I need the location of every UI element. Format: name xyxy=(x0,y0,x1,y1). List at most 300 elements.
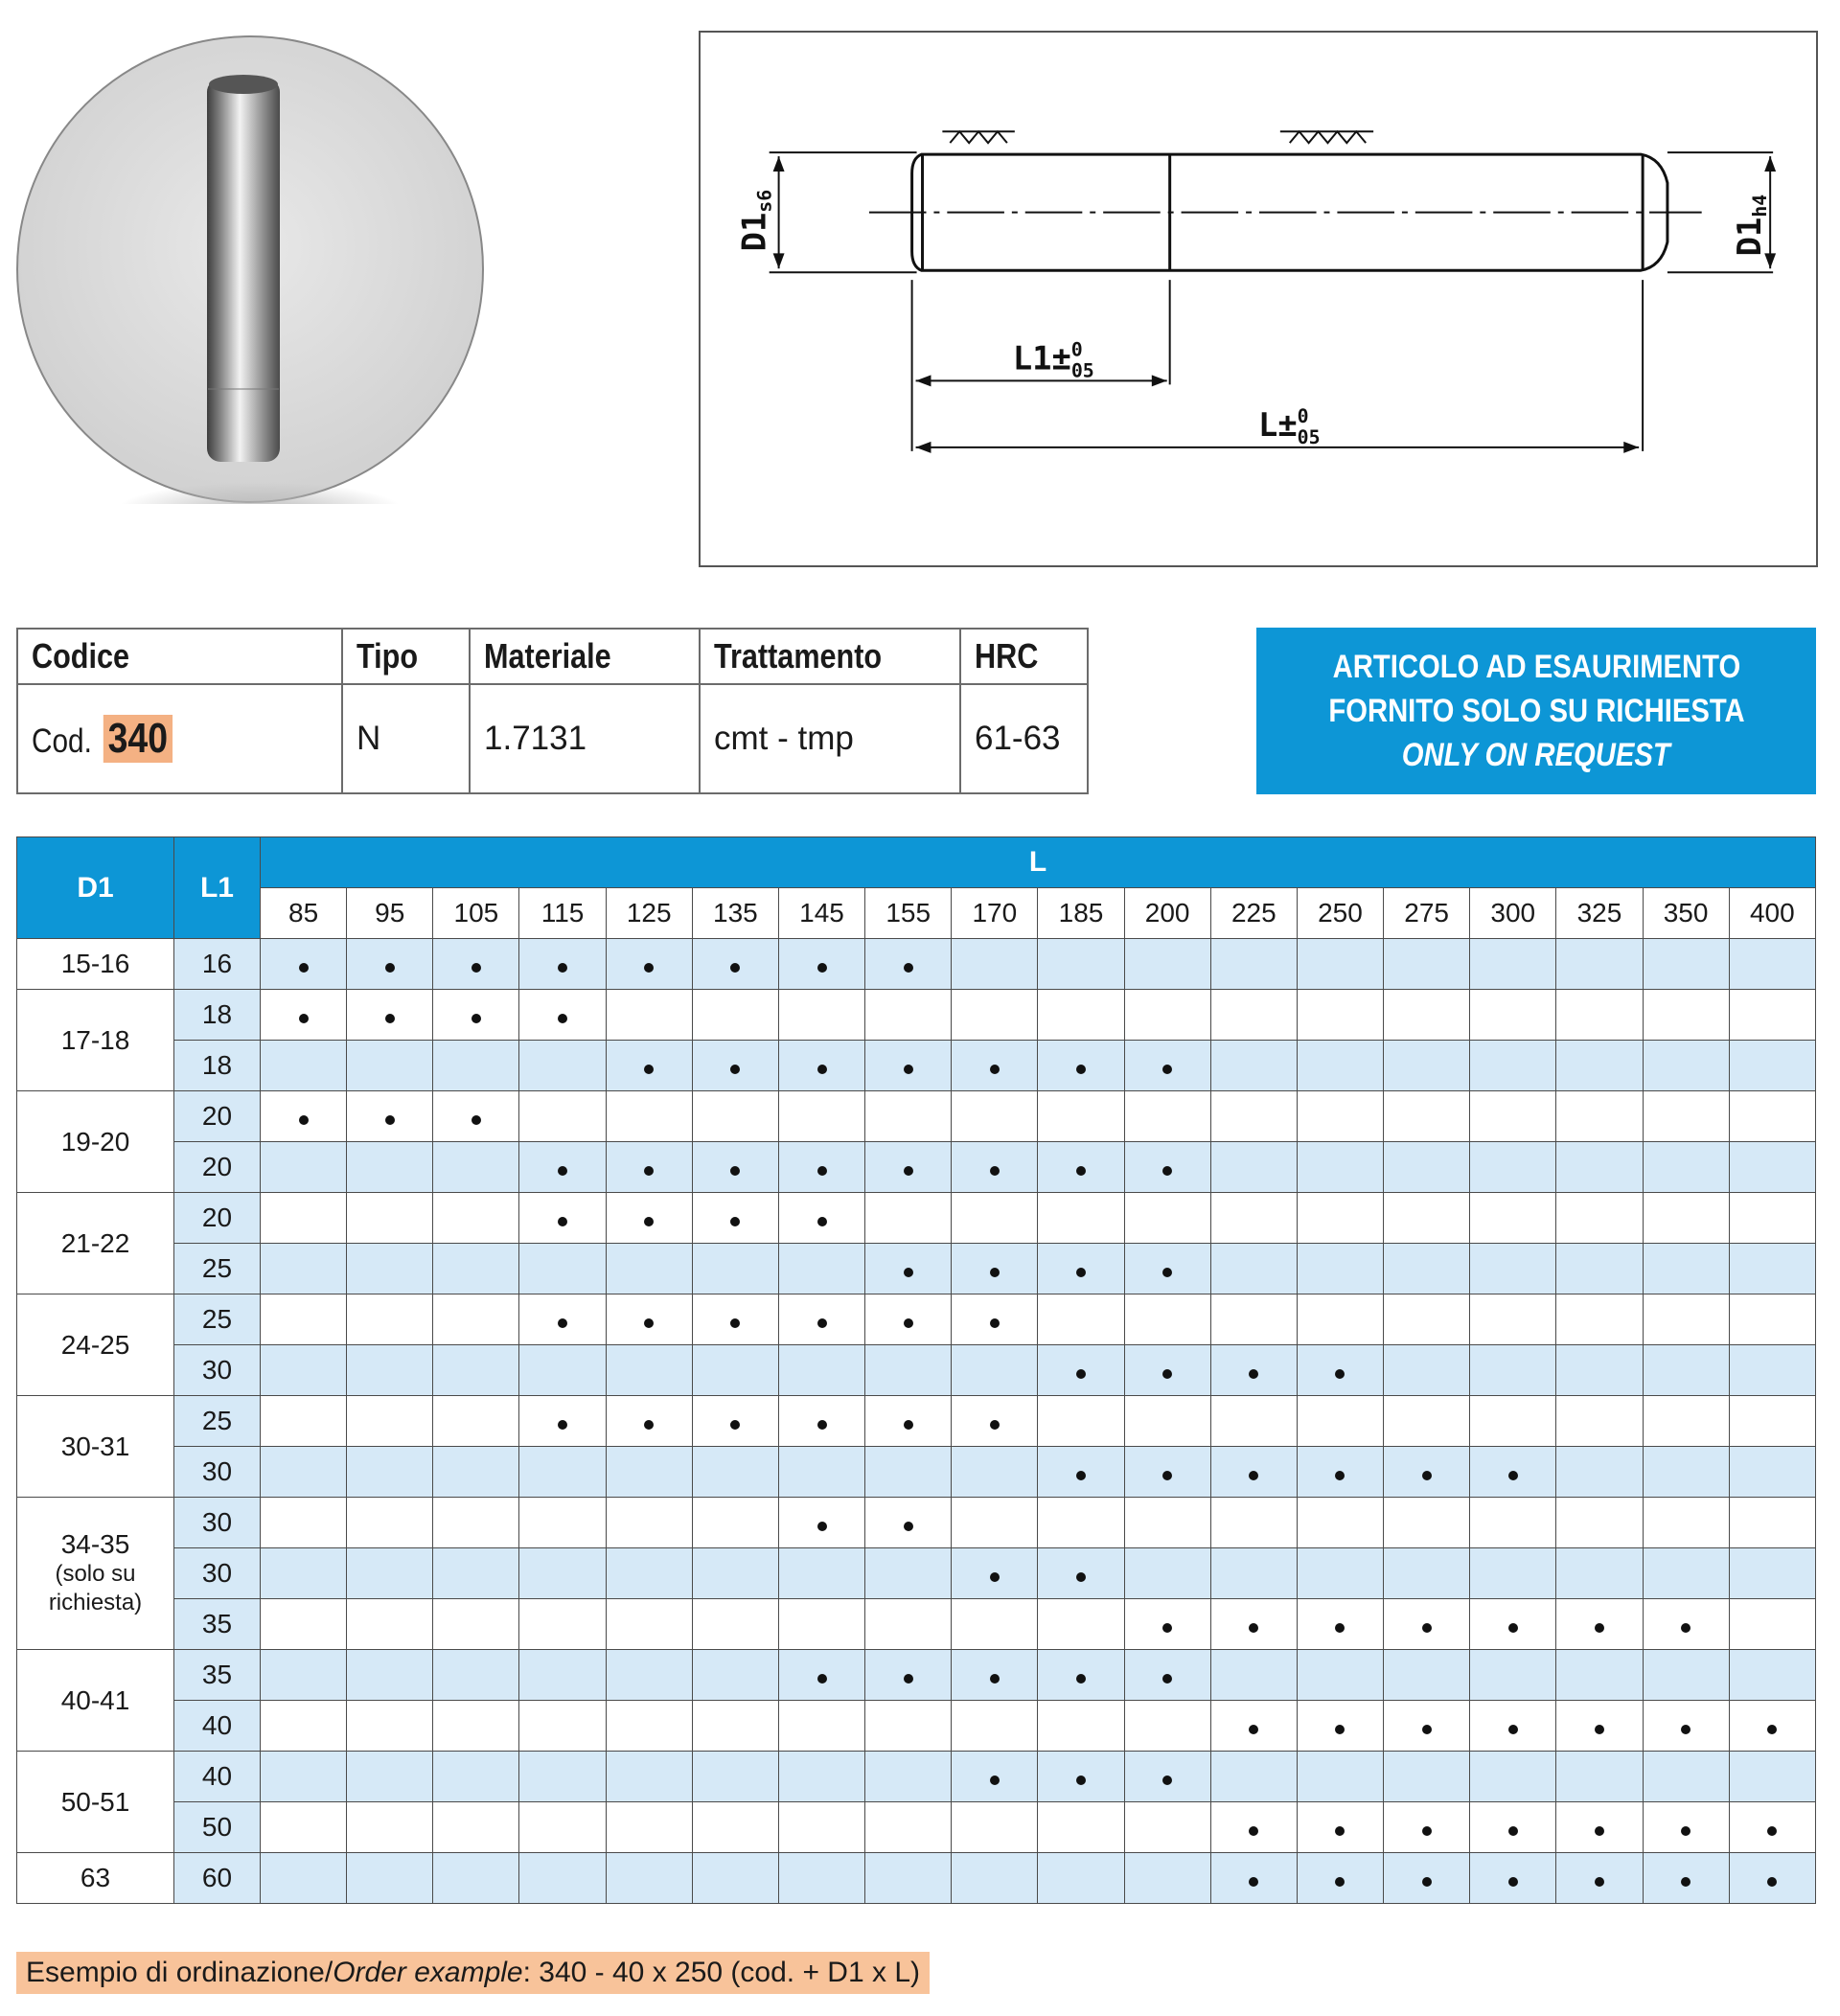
table-row xyxy=(17,1294,1816,1345)
table-row xyxy=(17,1853,1816,1904)
available-dot-icon xyxy=(730,1318,740,1328)
available-dot-icon xyxy=(1422,1725,1432,1734)
available-dot-icon xyxy=(1076,1674,1086,1684)
availability-cell xyxy=(865,1802,952,1853)
availability-cell xyxy=(261,1244,347,1294)
availability-cell xyxy=(433,1142,519,1193)
availability-cell xyxy=(1038,1091,1124,1142)
availability-cell xyxy=(519,1396,606,1447)
product-photo xyxy=(15,34,485,504)
d1-value: 17-18 xyxy=(60,1024,130,1055)
availability-cell xyxy=(1643,1396,1729,1447)
availability-cell xyxy=(1210,1599,1297,1650)
d1-cell xyxy=(17,1091,174,1193)
availability-notice xyxy=(1256,628,1816,794)
availability-cell xyxy=(261,1853,347,1904)
availability-cell xyxy=(433,939,519,990)
availability-cell xyxy=(952,1599,1038,1650)
availability-cell xyxy=(865,1041,952,1091)
availability-cell xyxy=(519,990,606,1041)
d1-value: 40-41 xyxy=(60,1684,130,1715)
availability-cell xyxy=(1384,1193,1470,1244)
available-dot-icon xyxy=(472,1014,481,1023)
availability-cell xyxy=(519,1345,606,1396)
availability-cell xyxy=(865,1599,952,1650)
availability-cell xyxy=(778,1193,864,1244)
availability-cell xyxy=(865,1650,952,1701)
availability-cell xyxy=(1384,1752,1470,1802)
l1-cell: 30 xyxy=(174,1498,261,1548)
availability-cell xyxy=(778,1701,864,1752)
availability-cell xyxy=(865,1701,952,1752)
availability-cell xyxy=(778,1548,864,1599)
availability-cell xyxy=(1729,1548,1815,1599)
availability-cell xyxy=(1124,1447,1210,1498)
d1-value: 50-51 xyxy=(60,1786,130,1817)
available-dot-icon xyxy=(1508,1877,1518,1887)
availability-cell xyxy=(1643,1498,1729,1548)
available-dot-icon xyxy=(1335,1369,1345,1379)
notice-line-1: ARTICOLO AD ESAURIMENTO xyxy=(1332,649,1740,685)
availability-cell xyxy=(1210,1447,1297,1498)
l-value-header: 115 xyxy=(519,888,606,939)
availability-cell xyxy=(952,939,1038,990)
l1-cell: 16 xyxy=(174,939,261,990)
availability-cell xyxy=(433,1802,519,1853)
availability-cell xyxy=(1297,1142,1383,1193)
availability-cell xyxy=(1384,1244,1470,1294)
availability-cell xyxy=(1556,1548,1643,1599)
availability-cell xyxy=(1297,1193,1383,1244)
availability-cell xyxy=(433,1701,519,1752)
available-dot-icon xyxy=(1076,1471,1086,1480)
header-hrc: HRC xyxy=(960,629,1088,684)
available-dot-icon xyxy=(644,1217,654,1226)
available-dot-icon xyxy=(1681,1725,1690,1734)
availability-cell xyxy=(1297,939,1383,990)
available-dot-icon xyxy=(1249,1471,1258,1480)
tipo-value: N xyxy=(342,684,470,793)
availability-cell xyxy=(1643,1599,1729,1650)
availability-cell xyxy=(1297,990,1383,1041)
availability-cell xyxy=(952,1294,1038,1345)
availability-cell xyxy=(347,1498,433,1548)
availability-cell xyxy=(347,1041,433,1091)
l-value-header: 325 xyxy=(1556,888,1643,939)
availability-cell xyxy=(347,1853,433,1904)
availability-cell xyxy=(1729,1752,1815,1802)
d1-value: 63 xyxy=(80,1863,111,1892)
availability-cell xyxy=(606,990,692,1041)
available-dot-icon xyxy=(558,1318,567,1328)
availability-cell xyxy=(1384,1498,1470,1548)
available-dot-icon xyxy=(730,1217,740,1226)
available-dot-icon xyxy=(1249,1369,1258,1379)
available-dot-icon xyxy=(1076,1369,1086,1379)
d1-cell xyxy=(17,1853,174,1904)
availability-cell xyxy=(433,1447,519,1498)
availability-cell xyxy=(606,1041,692,1091)
l1-cell: 60 xyxy=(174,1853,261,1904)
availability-cell xyxy=(865,1498,952,1548)
availability-cell xyxy=(606,1244,692,1294)
available-dot-icon xyxy=(1162,1674,1172,1684)
availability-cell xyxy=(1124,1650,1210,1701)
availability-cell xyxy=(1470,939,1556,990)
availability-cell xyxy=(1124,990,1210,1041)
available-dot-icon xyxy=(1681,1623,1690,1633)
availability-cell xyxy=(347,1447,433,1498)
availability-cell xyxy=(692,939,778,990)
availability-cell xyxy=(778,1650,864,1701)
notice-line-3: ONLY ON REQUEST xyxy=(1402,737,1670,773)
availability-cell xyxy=(1470,1701,1556,1752)
d1-value: 24-25 xyxy=(60,1329,130,1360)
availability-cell xyxy=(606,1548,692,1599)
availability-cell xyxy=(519,1701,606,1752)
availability-cell xyxy=(1729,1345,1815,1396)
availability-cell xyxy=(1643,990,1729,1041)
availability-cell xyxy=(1470,1294,1556,1345)
order-value: : 340 - 40 x 250 (cod. + D1 x L) xyxy=(522,1957,920,1988)
availability-cell xyxy=(952,1244,1038,1294)
d1-value: 34-35 xyxy=(60,1529,130,1559)
available-dot-icon xyxy=(817,1522,827,1531)
l-value-header: 125 xyxy=(606,888,692,939)
availability-cell xyxy=(1384,990,1470,1041)
availability-cell xyxy=(519,1244,606,1294)
l1-cell: 30 xyxy=(174,1345,261,1396)
available-dot-icon xyxy=(1767,1725,1777,1734)
availability-cell xyxy=(1470,990,1556,1041)
d1-cell xyxy=(17,939,174,990)
availability-cell xyxy=(1210,1498,1297,1548)
availability-cell xyxy=(606,939,692,990)
availability-cell xyxy=(1643,1345,1729,1396)
availability-cell xyxy=(1643,1548,1729,1599)
availability-cell xyxy=(1124,1396,1210,1447)
cod-prefix: Cod. xyxy=(32,722,92,760)
availability-cell xyxy=(347,1345,433,1396)
table-row xyxy=(17,1142,1816,1193)
availability-cell xyxy=(1470,1599,1556,1650)
availability-cell xyxy=(1729,939,1815,990)
spec-table xyxy=(16,628,1089,794)
available-dot-icon xyxy=(1076,1166,1086,1176)
availability-cell xyxy=(1210,990,1297,1041)
availability-cell xyxy=(519,1752,606,1802)
availability-cell xyxy=(692,1091,778,1142)
availability-cell xyxy=(952,1498,1038,1548)
available-dot-icon xyxy=(558,1014,567,1023)
availability-cell xyxy=(1210,1802,1297,1853)
availability-cell xyxy=(692,1802,778,1853)
availability-cell xyxy=(433,1244,519,1294)
availability-cell xyxy=(1729,1701,1815,1752)
availability-cell xyxy=(606,1701,692,1752)
available-dot-icon xyxy=(1422,1877,1432,1887)
available-dot-icon xyxy=(644,1065,654,1074)
availability-cell xyxy=(778,1294,864,1345)
availability-cell xyxy=(1210,1345,1297,1396)
l-value-header: 225 xyxy=(1210,888,1297,939)
availability-cell xyxy=(347,1802,433,1853)
available-dot-icon xyxy=(817,1318,827,1328)
available-dot-icon xyxy=(385,963,395,973)
available-dot-icon xyxy=(1162,1369,1172,1379)
available-dot-icon xyxy=(990,1065,1000,1074)
availability-cell xyxy=(606,1599,692,1650)
notice-line-2: FORNITO SOLO SU RICHIESTA xyxy=(1327,693,1745,729)
available-dot-icon xyxy=(904,1674,913,1684)
header-materiale: Materiale xyxy=(470,629,700,684)
available-dot-icon xyxy=(730,1166,740,1176)
available-dot-icon xyxy=(904,963,913,973)
availability-cell xyxy=(692,1294,778,1345)
availability-cell xyxy=(1038,1701,1124,1752)
availability-cell xyxy=(519,1548,606,1599)
availability-cell xyxy=(261,1345,347,1396)
availability-cell xyxy=(261,1599,347,1650)
availability-cell xyxy=(1470,1853,1556,1904)
availability-cell xyxy=(865,1548,952,1599)
availability-cell xyxy=(347,1294,433,1345)
availability-cell xyxy=(1038,1853,1124,1904)
order-prefix-en: Order example xyxy=(333,1957,523,1988)
availability-cell xyxy=(261,1091,347,1142)
availability-cell xyxy=(1729,1802,1815,1853)
order-example xyxy=(16,1952,930,1994)
availability-cell xyxy=(952,1142,1038,1193)
availability-cell xyxy=(1210,1548,1297,1599)
availability-cell xyxy=(1470,1650,1556,1701)
d1-cell xyxy=(17,1650,174,1752)
availability-cell xyxy=(1210,1752,1297,1802)
availability-cell xyxy=(692,1853,778,1904)
available-dot-icon xyxy=(644,1166,654,1176)
availability-cell xyxy=(1470,1447,1556,1498)
available-dot-icon xyxy=(558,963,567,973)
available-dot-icon xyxy=(558,1420,567,1430)
l-value-header: 155 xyxy=(865,888,952,939)
l1-cell: 30 xyxy=(174,1548,261,1599)
availability-cell xyxy=(1556,1142,1643,1193)
available-dot-icon xyxy=(1681,1877,1690,1887)
trattamento-value: cmt - tmp xyxy=(700,684,960,793)
available-dot-icon xyxy=(730,1420,740,1430)
availability-cell xyxy=(1729,1498,1815,1548)
available-dot-icon xyxy=(1335,1623,1345,1633)
availability-cell xyxy=(1124,1091,1210,1142)
available-dot-icon xyxy=(1595,1725,1604,1734)
availability-cell xyxy=(433,1650,519,1701)
availability-cell xyxy=(347,1193,433,1244)
availability-cell xyxy=(1124,1701,1210,1752)
availability-cell xyxy=(1297,1244,1383,1294)
availability-cell xyxy=(1124,1802,1210,1853)
availability-cell xyxy=(433,1396,519,1447)
l1-cell: 25 xyxy=(174,1244,261,1294)
l-value-header: 170 xyxy=(952,888,1038,939)
availability-cell xyxy=(519,1650,606,1701)
cod-number: 340 xyxy=(104,715,173,763)
l-value-header: 250 xyxy=(1297,888,1383,939)
l-value-header: 200 xyxy=(1124,888,1210,939)
availability-cell xyxy=(519,1091,606,1142)
available-dot-icon xyxy=(730,963,740,973)
available-dot-icon xyxy=(1076,1572,1086,1582)
availability-cell xyxy=(1729,1091,1815,1142)
available-dot-icon xyxy=(1335,1725,1345,1734)
availability-cell xyxy=(606,1396,692,1447)
availability-cell xyxy=(1729,1599,1815,1650)
availability-cell xyxy=(1556,1294,1643,1345)
availability-cell xyxy=(1038,1752,1124,1802)
availability-cell xyxy=(1384,1802,1470,1853)
availability-cell xyxy=(952,1701,1038,1752)
availability-cell xyxy=(1210,1091,1297,1142)
availability-cell xyxy=(519,1802,606,1853)
availability-cell xyxy=(1038,990,1124,1041)
availability-cell xyxy=(778,1244,864,1294)
availability-cell xyxy=(952,1853,1038,1904)
availability-cell xyxy=(1470,1752,1556,1802)
available-dot-icon xyxy=(990,1318,1000,1328)
availability-cell xyxy=(1643,1244,1729,1294)
available-dot-icon xyxy=(299,1115,309,1125)
available-dot-icon xyxy=(817,1166,827,1176)
d1-value: 15-16 xyxy=(60,949,130,978)
availability-cell xyxy=(347,990,433,1041)
availability-cell xyxy=(1729,1041,1815,1091)
availability-cell xyxy=(1038,1802,1124,1853)
availability-cell xyxy=(1297,1447,1383,1498)
availability-cell xyxy=(865,1091,952,1142)
availability-cell xyxy=(1556,1498,1643,1548)
d1-note: (solo su richiesta) xyxy=(48,1561,143,1615)
availability-cell xyxy=(433,1193,519,1244)
availability-cell xyxy=(1297,1345,1383,1396)
availability-cell xyxy=(347,1142,433,1193)
d1-cell xyxy=(17,990,174,1091)
availability-cell xyxy=(606,1447,692,1498)
availability-cell xyxy=(519,1041,606,1091)
available-dot-icon xyxy=(1335,1471,1345,1480)
availability-cell xyxy=(1384,1548,1470,1599)
available-dot-icon xyxy=(1076,1775,1086,1785)
availability-cell xyxy=(1384,1701,1470,1752)
availability-cell xyxy=(519,1294,606,1345)
availability-cell xyxy=(952,1193,1038,1244)
l1-tolerance-label: L1±$^0$ 05 xyxy=(1012,338,1094,382)
availability-cell xyxy=(606,1193,692,1244)
availability-cell xyxy=(606,1802,692,1853)
availability-cell xyxy=(261,1396,347,1447)
availability-cell xyxy=(1384,1396,1470,1447)
availability-cell xyxy=(433,1599,519,1650)
codice-value xyxy=(17,684,342,793)
table-row xyxy=(17,1447,1816,1498)
availability-cell xyxy=(692,1548,778,1599)
availability-cell xyxy=(865,1752,952,1802)
availability-cell xyxy=(1384,1599,1470,1650)
table-row xyxy=(17,1193,1816,1244)
availability-cell xyxy=(1297,1294,1383,1345)
available-dot-icon xyxy=(385,1115,395,1125)
availability-cell xyxy=(865,1244,952,1294)
header-trattamento: Trattamento xyxy=(700,629,960,684)
availability-cell xyxy=(1556,1345,1643,1396)
availability-cell xyxy=(778,1142,864,1193)
l-value-header: 400 xyxy=(1729,888,1815,939)
availability-cell xyxy=(1556,1447,1643,1498)
availability-cell xyxy=(261,1650,347,1701)
availability-cell xyxy=(1470,1244,1556,1294)
availability-cell xyxy=(1124,1294,1210,1345)
availability-cell xyxy=(1384,1650,1470,1701)
availability-cell xyxy=(347,1752,433,1802)
availability-cell xyxy=(952,1091,1038,1142)
d1-cell xyxy=(17,1752,174,1853)
availability-cell xyxy=(1556,1244,1643,1294)
availability-cell xyxy=(1210,1142,1297,1193)
availability-cell xyxy=(1556,1091,1643,1142)
availability-cell xyxy=(952,1548,1038,1599)
l-value-header: 95 xyxy=(347,888,433,939)
availability-cell xyxy=(1384,1041,1470,1091)
availability-cell xyxy=(1556,939,1643,990)
available-dot-icon xyxy=(990,1166,1000,1176)
availability-cell xyxy=(865,939,952,990)
availability-cell xyxy=(1384,1091,1470,1142)
availability-cell xyxy=(1470,1498,1556,1548)
availability-cell xyxy=(1470,1345,1556,1396)
availability-cell xyxy=(1470,1802,1556,1853)
availability-cell xyxy=(1038,939,1124,990)
l1-cell: 18 xyxy=(174,990,261,1041)
availability-cell xyxy=(1643,1041,1729,1091)
availability-cell xyxy=(1643,1802,1729,1853)
availability-cell xyxy=(1643,1650,1729,1701)
availability-cell xyxy=(519,1193,606,1244)
availability-cell xyxy=(1124,1599,1210,1650)
availability-cell xyxy=(606,1650,692,1701)
available-dot-icon xyxy=(904,1522,913,1531)
availability-cell xyxy=(347,1599,433,1650)
availability-cell xyxy=(1210,1041,1297,1091)
l-value-header: 85 xyxy=(261,888,347,939)
availability-cell xyxy=(1556,1701,1643,1752)
availability-cell xyxy=(347,1396,433,1447)
d1-s6-label: D1s6 xyxy=(735,189,776,252)
availability-cell xyxy=(261,1548,347,1599)
table-row xyxy=(17,1345,1816,1396)
availability-cell xyxy=(778,1041,864,1091)
availability-cell xyxy=(952,1396,1038,1447)
availability-cell xyxy=(606,1498,692,1548)
availability-cell xyxy=(261,1142,347,1193)
availability-cell xyxy=(1038,1142,1124,1193)
availability-cell xyxy=(1297,1853,1383,1904)
availability-cell xyxy=(692,1041,778,1091)
availability-cell xyxy=(952,1345,1038,1396)
availability-cell xyxy=(1124,1548,1210,1599)
availability-cell xyxy=(1643,1091,1729,1142)
available-dot-icon xyxy=(1162,1166,1172,1176)
availability-cell xyxy=(1297,1498,1383,1548)
availability-cell xyxy=(1038,1396,1124,1447)
availability-cell xyxy=(692,1142,778,1193)
